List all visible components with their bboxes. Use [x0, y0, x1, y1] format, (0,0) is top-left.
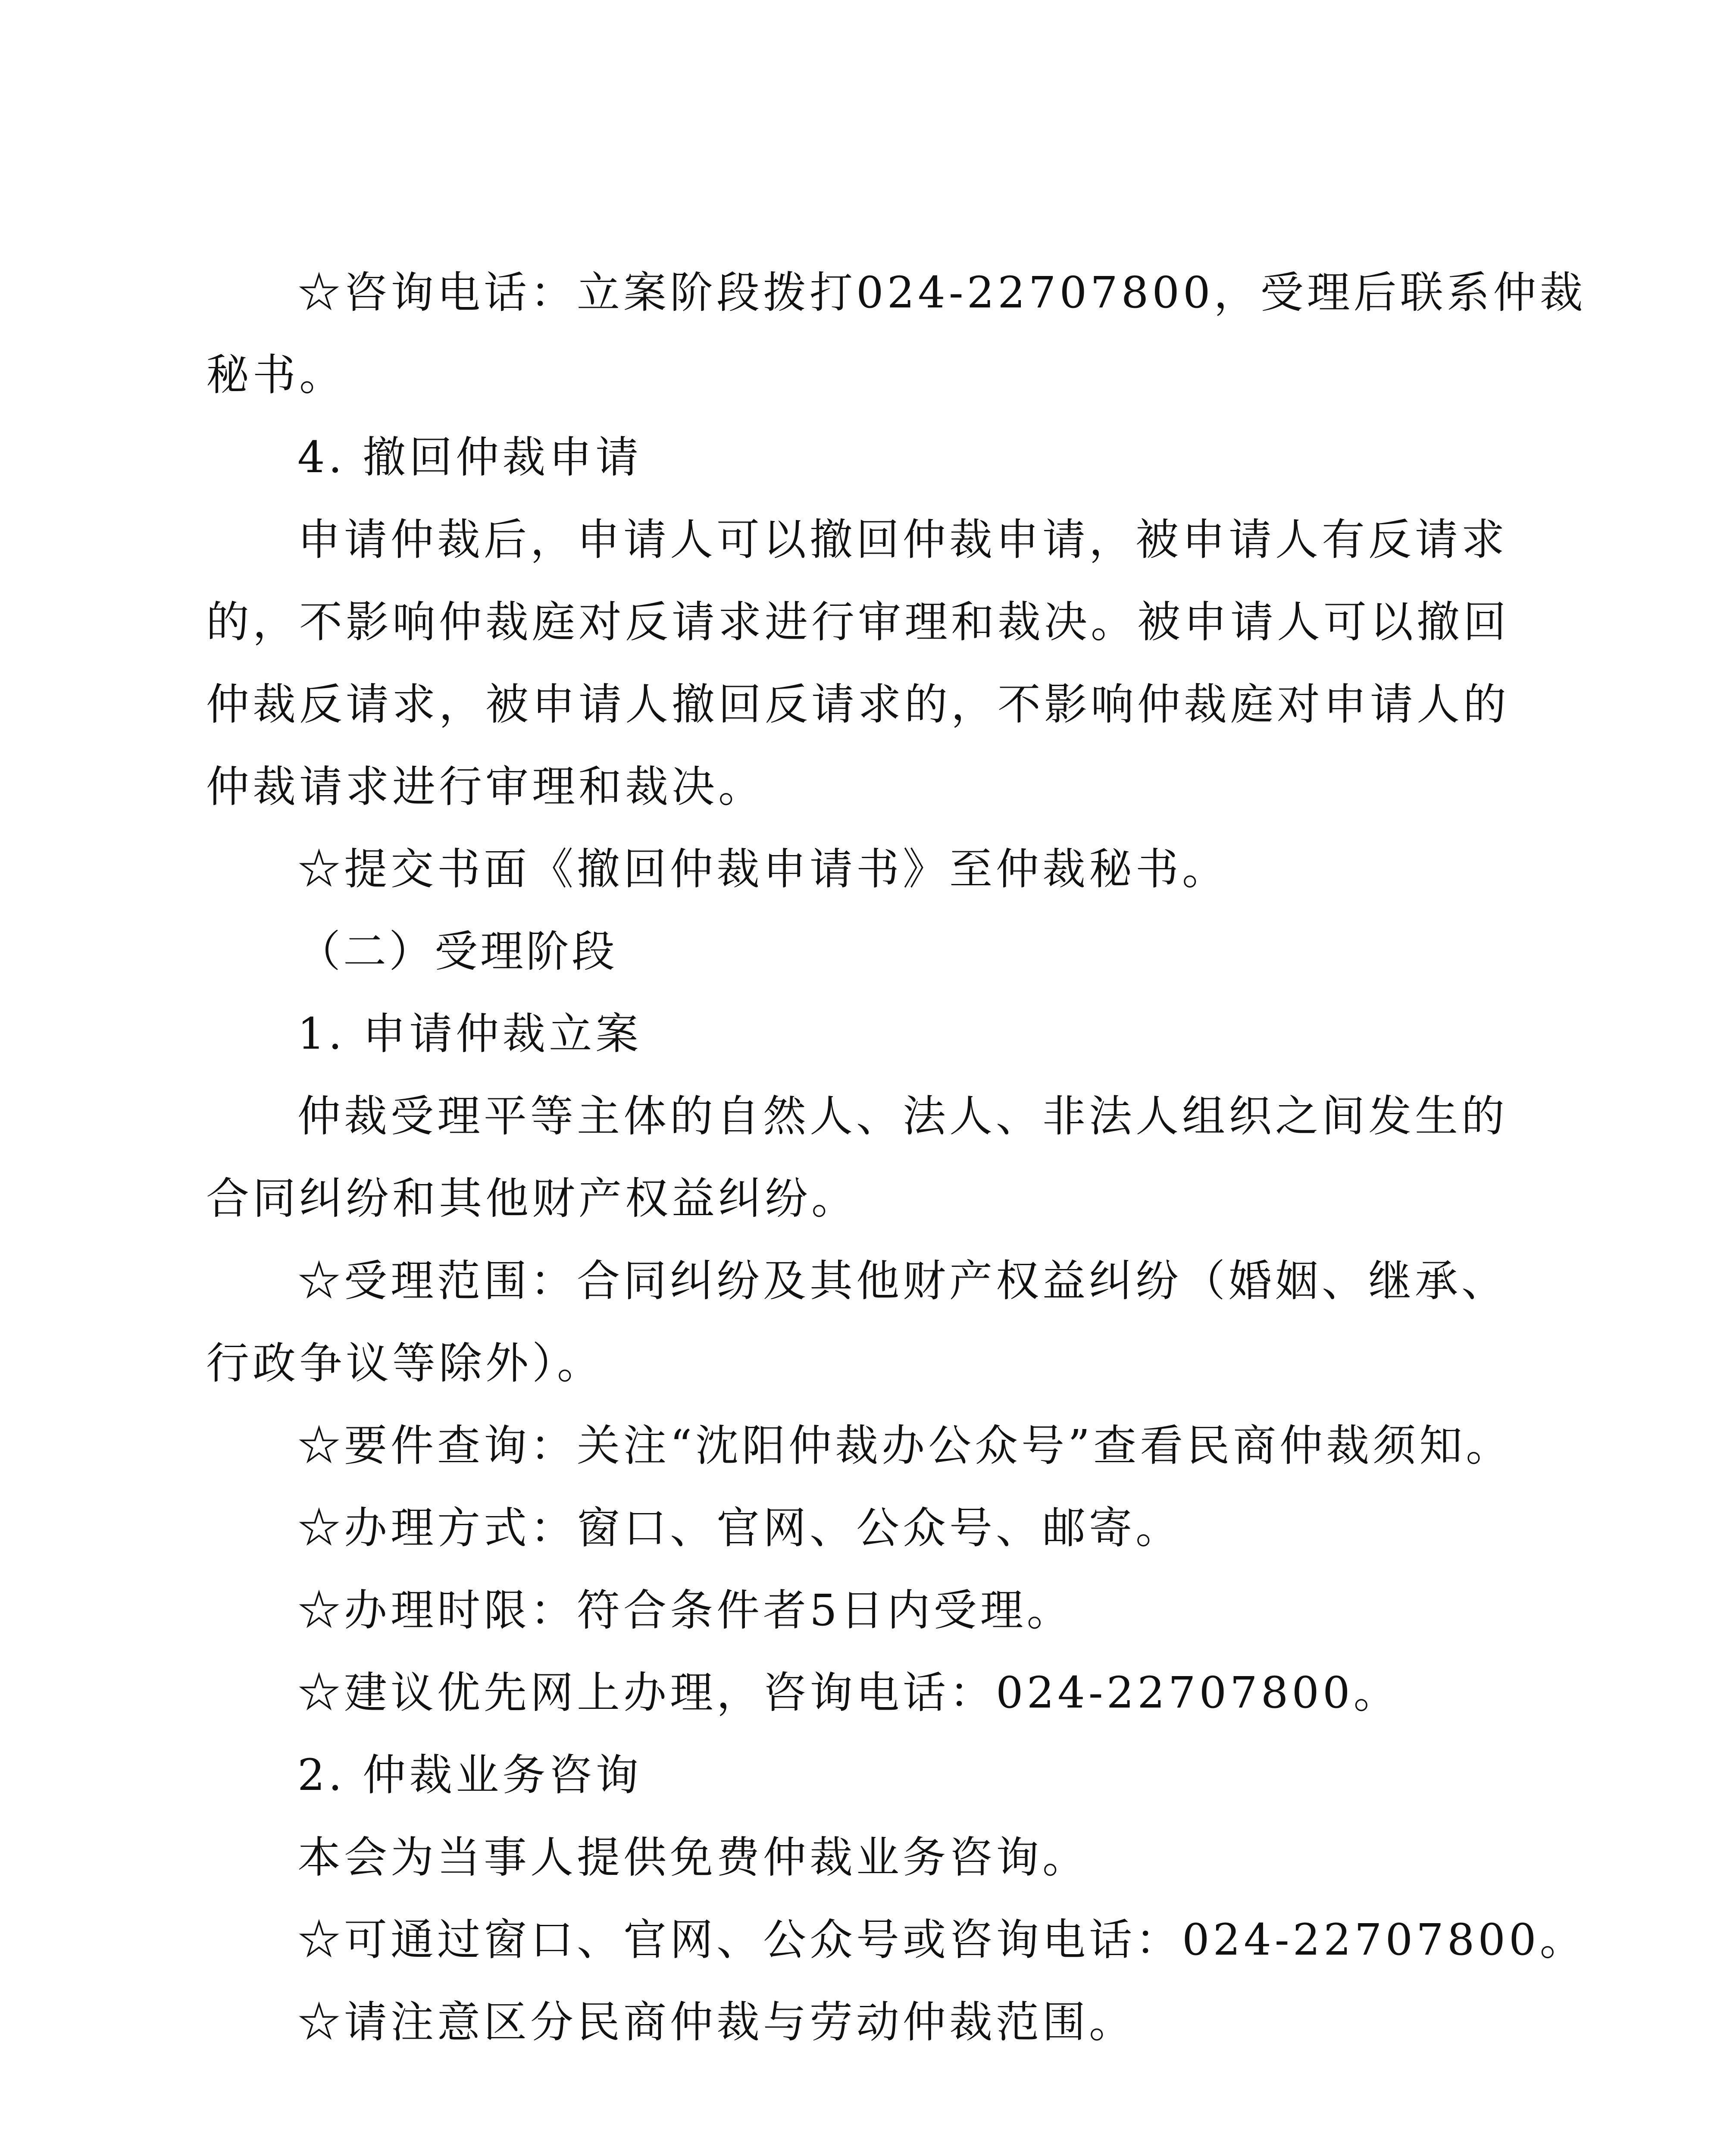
filing-scope: ☆受理范围：合同纠纷及其他财产权益纠纷（婚姻、继承、 — [297, 1256, 1508, 1306]
filing-p1: 仲裁受理平等主体的自然人、法人、非法人组织之间发生的 — [297, 1091, 1508, 1141]
withdraw-p2: 的，不影响仲裁庭对反请求进行审理和裁决。被申请人可以撤回 — [206, 597, 1510, 647]
withdraw-p1: 申请仲裁后，申请人可以撤回仲裁申请，被申请人有反请求 — [297, 514, 1508, 565]
withdraw-submit: ☆提交书面《撤回仲裁申请书》至仲裁秘书。 — [297, 844, 1229, 894]
filing-scope-cont: 行政争议等除外）。 — [206, 1338, 604, 1388]
filing-limit: ☆办理时限：符合条件者5日内受理。 — [297, 1585, 1073, 1636]
consult-phone-cont: 秘书。 — [206, 350, 346, 400]
filing-method: ☆办理方式：窗口、官网、公众号、邮寄。 — [297, 1503, 1182, 1553]
withdraw-title: 4. 撤回仲裁申请 — [297, 432, 642, 483]
filing-query: ☆要件查询：关注“沈阳仲裁办公众号”查看民商仲裁须知。 — [297, 1420, 1513, 1471]
withdraw-p3: 仲裁反请求，被申请人撤回反请求的，不影响仲裁庭对申请人的 — [206, 679, 1510, 730]
consult-note: ☆请注意区分民商仲裁与劳动仲裁范围。 — [297, 1997, 1135, 2047]
filing-p2: 合同纠纷和其他财产权益纠纷。 — [206, 1173, 858, 1224]
consult-p1: 本会为当事人提供免费仲裁业务咨询。 — [297, 1832, 1089, 1883]
filing-title: 1. 申请仲裁立案 — [297, 1009, 642, 1059]
consult-title: 2. 仲裁业务咨询 — [297, 1750, 642, 1800]
filing-online: ☆建议优先网上办理，咨询电话：024-22707800。 — [297, 1667, 1400, 1718]
consult-phone: ☆咨询电话：立案阶段拨打024-22707800，受理后联系仲裁 — [297, 267, 1586, 318]
withdraw-p4: 仲裁请求进行审理和裁决。 — [206, 761, 765, 812]
consult-channels: ☆可通过窗口、官网、公众号或咨询电话：024-22707800。 — [297, 1915, 1586, 1965]
section-acceptance: （二）受理阶段 — [297, 926, 617, 977]
